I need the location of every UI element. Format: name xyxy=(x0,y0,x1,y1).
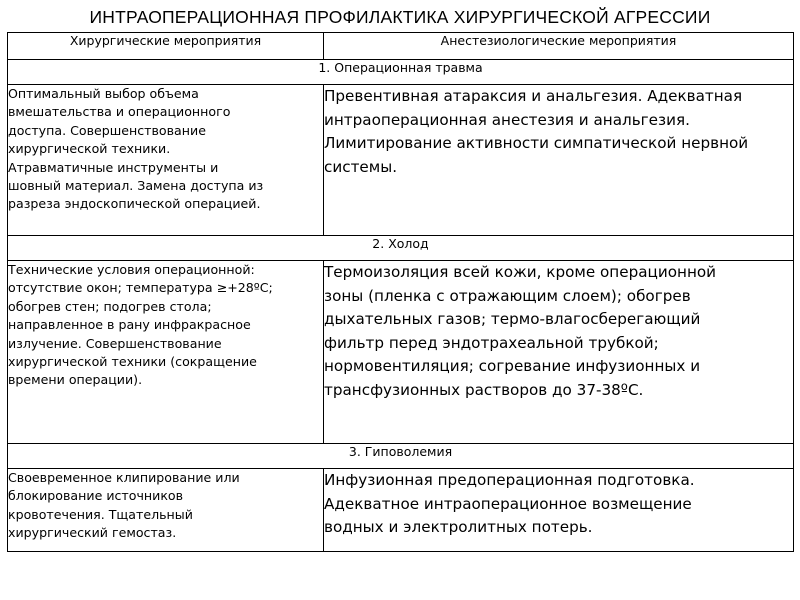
cell-text: Термоизоляция всей кожи, кроме операционной зоны (пленка с отражающим слоем); обогрев дыхательных газов; термо-влагосберегающий фильтр перед эндотрахеальной трубкой; нормовентиляция; согревание инфузионных и трансфузионных растворов до 37-38ºС. xyxy=(324,263,717,399)
cell-text: Оптимальный выбор объема вмешательства и операционного доступа. Совершенствование хирургической техники. Атравматичные инструменты и шовный материал. Замена доступа из разреза эндоскопической операцией. xyxy=(8,86,264,212)
surgical-measures-cell xyxy=(8,469,324,552)
table-header-row xyxy=(8,33,794,60)
cell-text: Превентивная атараксия и анальгезия. Адекватная интраоперационная анестезия и анальгезия. Лимитирование активности симпатической нервной системы. xyxy=(324,87,749,176)
table-row xyxy=(8,85,794,236)
page-title: ИНТРАОПЕРАЦИОННАЯ ПРОФИЛАКТИКА ХИРУРГИЧЕСКОЙ АГРЕССИИ xyxy=(89,7,711,27)
prevention-table xyxy=(7,32,794,552)
section-heading-row xyxy=(8,60,794,85)
cell-text: Инфузионная предоперационная подготовка. Адекватное интраоперационное возмещение водных и электролитных потерь. xyxy=(324,471,695,537)
section-heading-row xyxy=(8,236,794,261)
header-surgical-measures: Хирургические мероприятия xyxy=(8,33,324,60)
cell-text: Своевременное клипирование или блокирование источников кровотечения. Тщательный хирургический гемостаз. xyxy=(8,470,240,541)
table-row xyxy=(8,469,794,552)
anesthesiological-measures-cell xyxy=(324,469,794,552)
table-row xyxy=(8,261,794,444)
surgical-measures-cell xyxy=(8,85,324,236)
section-heading-cold: 2. Холод xyxy=(8,236,794,261)
cell-text: Технические условия операционной: отсутствие окон; температура ≥+28ºС; обогрев стен; подогрев стола; направленное в рану инфракрасное излучение. Совершенствование хирургической техники (сокращение времени операции). xyxy=(8,262,273,388)
section-heading-hypovolemia: 3. Гиповолемия xyxy=(8,444,794,469)
header-anesthesiological-measures: Анестезиологические мероприятия xyxy=(324,33,794,60)
section-heading-operative-trauma: 1. Операционная травма xyxy=(8,60,794,85)
section-heading-row xyxy=(8,444,794,469)
surgical-measures-cell xyxy=(8,261,324,444)
anesthesiological-measures-cell xyxy=(324,85,794,236)
anesthesiological-measures-cell xyxy=(324,261,794,444)
